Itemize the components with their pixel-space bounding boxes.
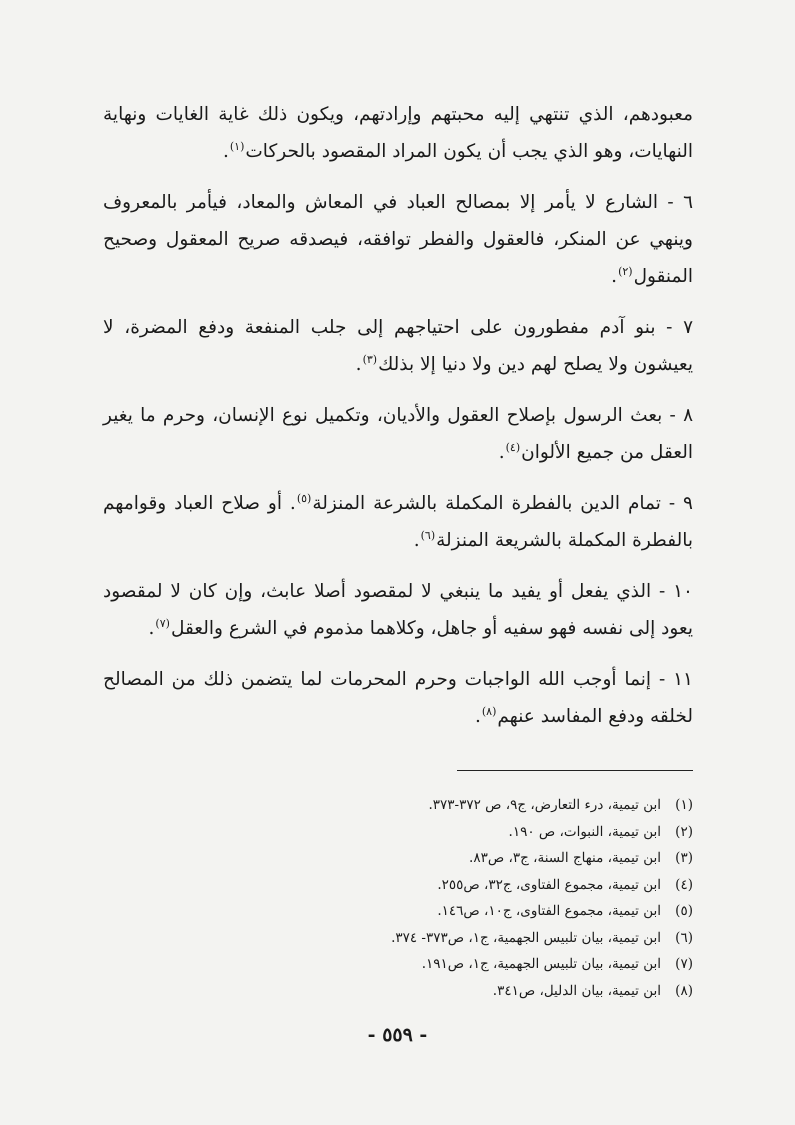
footnote-number: (٥) xyxy=(675,903,693,919)
footnote-ref: (٥) xyxy=(296,491,312,505)
footnote-text: ابن تيمية، بيان تلبيس الجهمية، ج١، ص٣٧٣- ٣٧٤. xyxy=(391,929,661,946)
paragraph-end: . xyxy=(474,706,481,727)
footnote-number: (٦) xyxy=(675,929,693,946)
footnote-number: (٧) xyxy=(675,956,693,972)
paragraph-text: ٨ - بعث الرسول بإصلاح العقول والأديان، وتكميل نوع الإنسان، وحرم ما يغير العقل من جميع الألوان xyxy=(103,405,693,463)
footnote-text: ابن تيمية، النبوات، ص ١٩٠. xyxy=(508,823,661,840)
paragraph xyxy=(103,96,693,170)
paragraph-end: . xyxy=(498,442,505,463)
footnote-number: (١) xyxy=(675,797,693,813)
paragraph xyxy=(103,397,693,471)
footnote-text: ابن تيمية، بيان تلبيس الجهمية، ج١، ص١٩١. xyxy=(421,956,661,972)
footnote-text: ابن تيمية، منهاج السنة، ج٣، ص٨٣. xyxy=(469,850,661,866)
footnote-number: (٣) xyxy=(675,850,693,866)
paragraph-text: . أو صلاح العباد وقوامهم بالفطرة المكملة بالشريعة المنزلة xyxy=(103,493,693,551)
footnote-text: ابن تيمية، مجموع الفتاوى، ج١٠، ص١٤٦. xyxy=(437,903,661,919)
paragraph-text: ٩ - تمام الدين بالفطرة المكملة بالشرعة المنزلة xyxy=(312,493,693,514)
paragraph-text: ١١ - إنما أوجب الله الواجبات وحرم المحرمات لما يتضمن ذلك من المصالح لخلقه ودفع المفاسد عنهم xyxy=(103,669,693,727)
paragraph-text: ٦ - الشارع لا يأمر إلا بمصالح العباد في المعاش والمعاد، فيأمر بالمعروف وينهي عن المنكر، فالعقول والفطر توافقه، فيصدقه صريح المعقول وصحيح المنقول xyxy=(103,192,693,287)
footnote-ref: (٢) xyxy=(618,264,633,278)
paragraph xyxy=(103,309,693,383)
footnote-number: (٢) xyxy=(675,823,693,840)
footnote-divider xyxy=(457,770,693,771)
footnote-item xyxy=(103,872,693,899)
paragraph-end: . xyxy=(611,266,618,287)
paragraph-end: . xyxy=(148,618,155,639)
paragraph-text: معبودهم، الذي تنتهي إليه محبتهم وإرادتهم، ويكون ذلك غاية الغايات ونهاية النهايات، وهو الذي يجب أن يكون المراد المقصود بالحركات xyxy=(103,104,693,162)
footnote-ref: (٤) xyxy=(505,440,521,454)
paragraph-end: . xyxy=(222,141,229,162)
footnote-ref: (٧) xyxy=(155,616,170,630)
footnotes-list xyxy=(103,792,693,1004)
footnote-text: ابن تيمية، درء التعارض، ج٩، ص ٣٧٢-٣٧٣. xyxy=(428,797,661,813)
footnote-number: (٤) xyxy=(675,876,693,893)
footnote-ref: (٦) xyxy=(420,528,436,542)
footnote-text: ابن تيمية، بيان الدليل، ص٣٤١. xyxy=(492,982,661,999)
footnote-item xyxy=(103,845,693,872)
footnote-ref: (١) xyxy=(229,139,245,153)
footnote-text: ابن تيمية، مجموع الفتاوى، ج٣٢، ص٢٥٥. xyxy=(437,876,661,893)
footnote-number: (٨) xyxy=(675,982,693,999)
paragraph-text: ١٠ - الذي يفعل أو يفيد ما ينبغي لا لمقصود أصلا عابث، وإن كان لا لمقصود يعود إلى نفسه فهو سفيه أو جاهل، وكلاهما مذموم في الشرع والعقل xyxy=(103,581,693,639)
page-number: - ٥٥٩ - xyxy=(367,1024,428,1046)
footnote-item xyxy=(103,898,693,925)
footnote-item xyxy=(103,925,693,952)
paragraph-text: ٧ - بنو آدم مفطورون على احتياجهم إلى جلب المنفعة ودفع المضرة، لا يعيشون ولا يصلح لهم دين ولا دنيا إلا بذلك xyxy=(103,317,693,375)
paragraph xyxy=(103,485,693,559)
footnote-item xyxy=(103,978,693,1005)
paragraph-end: . xyxy=(413,530,420,551)
footnote-item xyxy=(103,951,693,978)
paragraph-end: . xyxy=(355,354,362,375)
footnote-ref: (٨) xyxy=(481,704,497,718)
paragraph xyxy=(103,184,693,295)
footnote-item xyxy=(103,792,693,819)
paragraph xyxy=(103,661,693,735)
main-text xyxy=(103,96,693,749)
footnote-item xyxy=(103,819,693,846)
footnote-ref: (٣) xyxy=(362,352,378,366)
paragraph xyxy=(103,573,693,647)
